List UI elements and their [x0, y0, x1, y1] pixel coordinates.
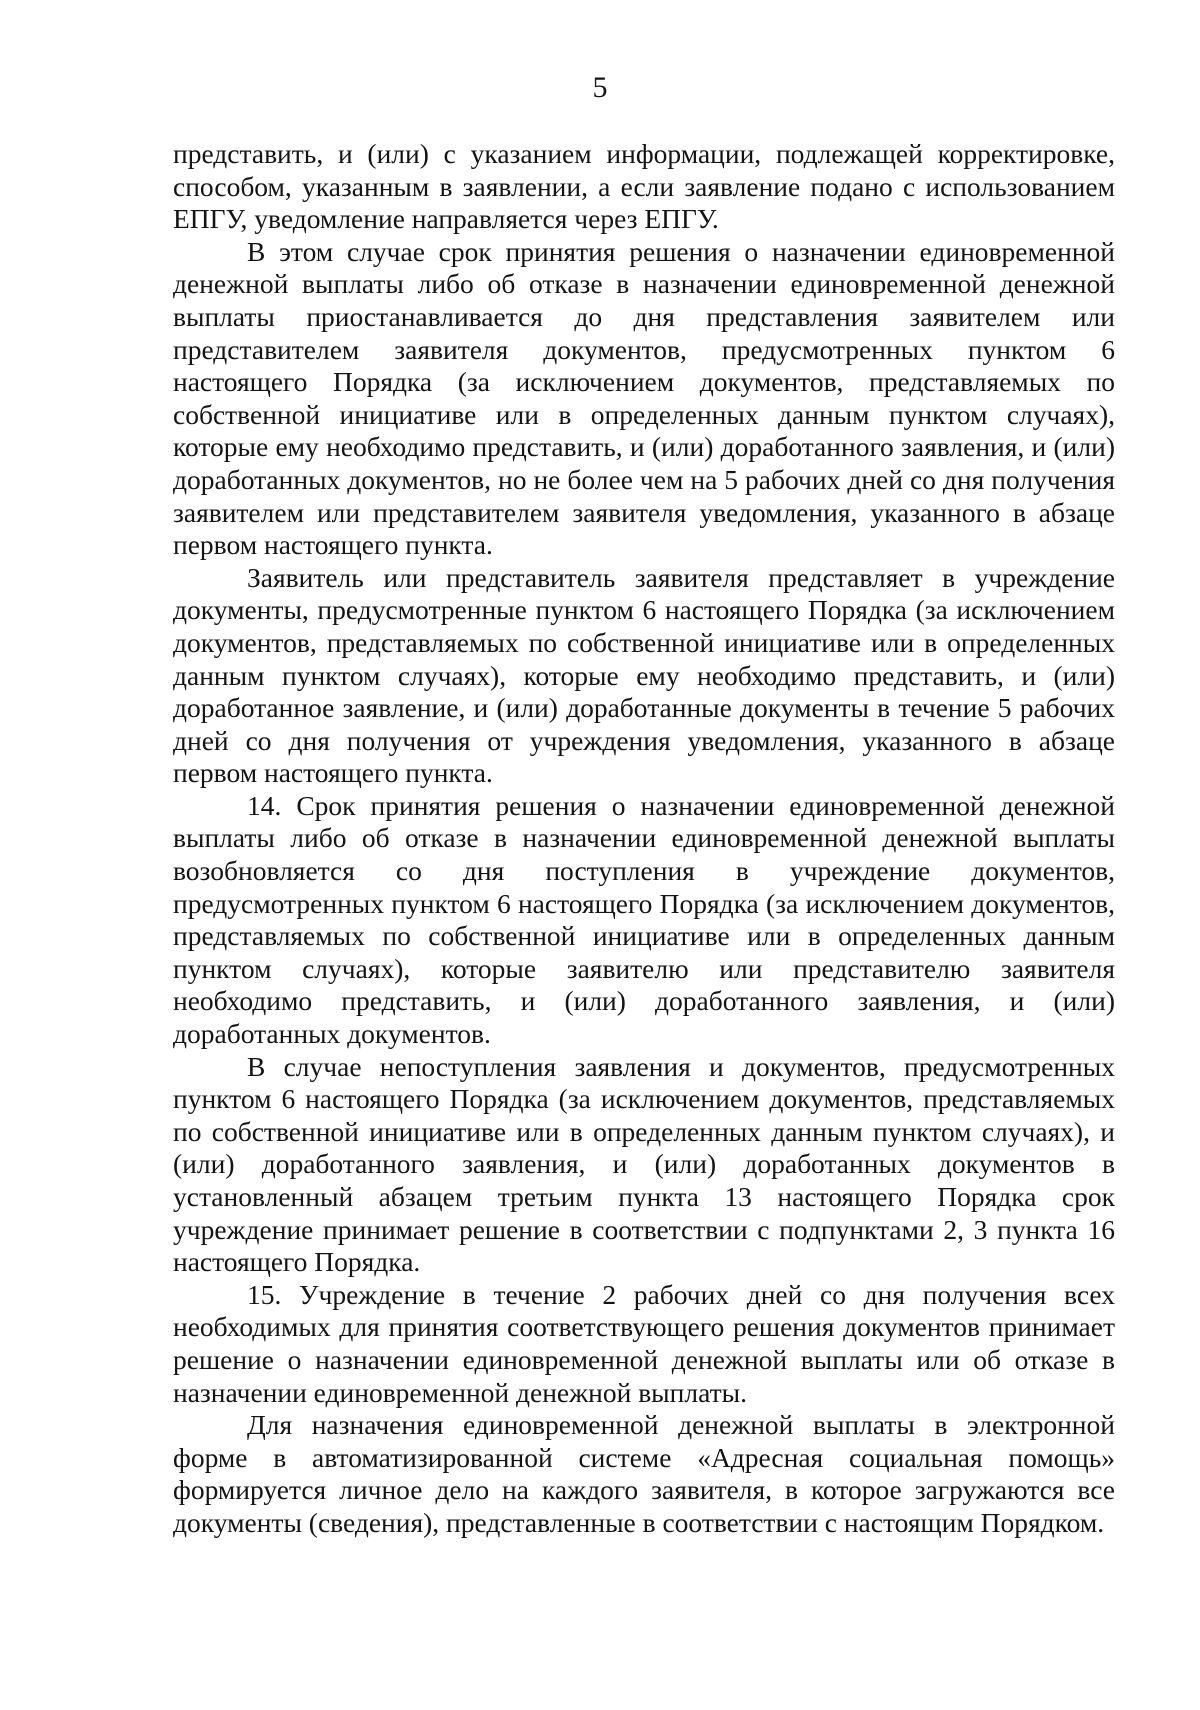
- paragraph-clause-14: 14. Срок принятия решения о назначении единовременной денежной выплаты либо об отказе в назначении единовременной денежной выплаты возобновляется со дня поступления в учреждение документов, предусмотренных пунктом 6 настоящего Порядка (за исключением документов, представляемых по собственной инициативе или в определенных данным пунктом случаях), которые заявителю или представителю заявителя необходимо представить, и (или) доработанного заявления, и (или) доработанных документов.: [173, 789, 1115, 1050]
- paragraph-applicant-submission: Заявитель или представитель заявителя представляет в учреждение документы, предусмотренные пунктом 6 настоящего Порядка (за исключением документов, представляемых по собственной инициативе или в определенных данным пунктом случаях), которые ему необходимо представить, и (или) доработанное заявление, и (или) доработанные документы в течение 5 рабочих дней со дня получения от учреждения уведомления, указанного в абзаце первом настоящего пункта.: [173, 561, 1115, 789]
- page-number: 5: [592, 71, 608, 104]
- paragraph-electronic-form: Для назначения единовременной денежной выплаты в электронной форме в автоматизированной системе «Адресная социальная помощь» формируется личное дело на каждого заявителя, в которое загружаются все документы (сведения), представленные в соответствии с настоящим Порядком.: [173, 1409, 1115, 1538]
- paragraph-clause-15: 15. Учреждение в течение 2 рабочих дней со дня получения всех необходимых для принятия соответствующего решения документов принимает решение о назначении единовременной денежной выплаты или об отказе в назначении единовременной денежной выплаты.: [173, 1278, 1115, 1408]
- paragraph-non-receipt: В случае непоступления заявления и документов, предусмотренных пунктом 6 настоящего Порядка (за исключением документов, представляемых по собственной инициативе или в определенных данным пунктом случаях), и (или) доработанного заявления, и (или) доработанных документов в установленный абзацем третьим пункта 13 настоящего Порядка срок учреждение принимает решение в соответствии с подпунктами 2, 3 пункта 16 настоящего Порядка.: [173, 1050, 1115, 1278]
- document-body: [173, 138, 1115, 1540]
- paragraph-suspension-term: В этом случае срок принятия решения о назначении единовременной денежной выплаты либо об отказе в назначении единовременной денежной выплаты приостанавливается до дня представления заявителем или представителем заявителя документов, предусмотренных пунктом 6 настоящего Порядка (за исключением документов, представляемых по собственной инициативе или в определенных данным пунктом случаях), которые ему необходимо представить, и (или) доработанного заявления, и (или) доработанных документов, но не более чем на 5 рабочих дней со дня получения заявителем или представителем заявителя уведомления, указанного в абзаце первом настоящего пункта.: [173, 235, 1115, 561]
- paragraph-continuation: представить, и (или) с указанием информации, подлежащей корректировке, способом, указанным в заявлении, а если заявление подано с использованием ЕПГУ, уведомление направляется через ЕПГУ.: [173, 138, 1115, 235]
